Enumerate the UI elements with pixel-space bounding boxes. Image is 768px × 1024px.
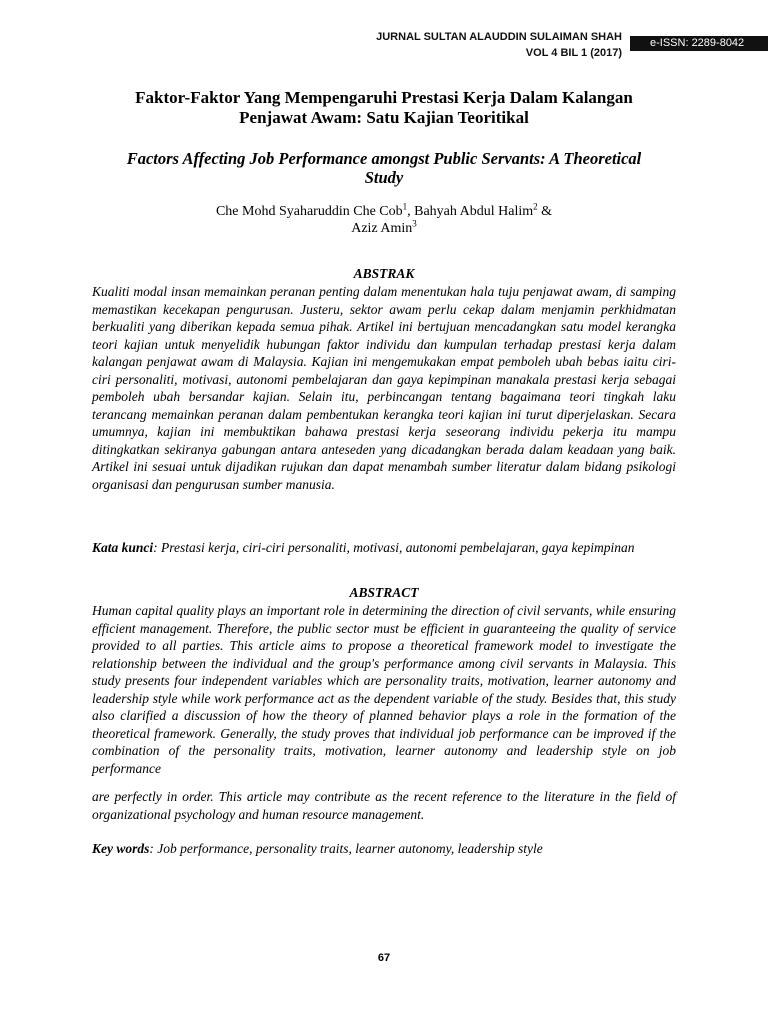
title-malay: [92, 88, 676, 128]
author-ampersand: &: [537, 204, 553, 219]
journal-header: [376, 29, 622, 61]
abstract-body-continued: are perfectly in order. This article may contribute as the recent reference to the literature in the field of organizational psychology and human resource management.: [92, 789, 676, 822]
abstrak-keywords: [92, 539, 676, 557]
abstrak-keywords-text: : Prestasi kerja, ciri-ciri personaliti, motivasi, autonomi pembelajaran, gaya kepimpinan: [153, 540, 635, 555]
title-malay-line2: Penjawat Awam: Satu Kajian Teoritikal: [239, 108, 529, 127]
author-1: Che Mohd Syaharuddin Che Cob: [215, 204, 403, 219]
author-separator: ,: [407, 204, 415, 219]
author-2-affiliation: 2: [533, 201, 538, 212]
abstract-body: Human capital quality plays an important role in determining the direction of civil servants, while ensuring efficient management. Therefore, the public sector must be efficient in guaranteeing the quality of service provided to all parties. This article aims to propose a theoretical framework model to investigate the relationship between the individual and the group's performance among civil servants in Malaysia. This study presents four independent variables which are personality traits, motivation, learner autonomy and leadership style while work performance act as the dependent variable of the study. Besides that, this study also clarified a discussion of how the theory of planned behavior plays a role in the formation of the theoretical framework. Generally, the study proves that individual job performance can be improved if the combination of the personality traits, motivation, learner autonomy and leadership style on job performance: [92, 603, 676, 776]
abstract-keywords: [92, 840, 676, 858]
author-3-affiliation: 3: [412, 218, 417, 229]
author-2: Bahyah Abdul Halim: [414, 204, 534, 219]
author-3: Aziz Amin: [351, 221, 413, 236]
abstract-heading: ABSTRACT: [349, 585, 419, 600]
abstrak-heading: ABSTRAK: [353, 266, 415, 281]
issn-badge: e-ISSN: 2289-8042: [630, 36, 768, 51]
title-english-line2: Study: [364, 168, 404, 187]
title-english: [92, 149, 676, 187]
abstrak-body: Kualiti modal insan memainkan peranan penting dalam menentukan hala tuju penjawat awam, di samping memastikan kecekapan pengurusan. Justeru, sektor awam perlu cekap dalam menjamin perkhidmatan berkualiti yang diberikan kepada semua pihak. Artikel ini bertujuan mencadangkan satu model kerangka teori kajian untuk menyelidik hubungan faktor individu dan kumpulan terhadap prestasi kerja dalam kalangan penjawat awam di Malaysia. Kajian ini mengemukakan empat pemboleh ubah bebas iaitu ciri-ciri personaliti, motivasi, autonomi pembelajaran dan gaya kepimpinan manakala prestasi kerja sebagai pemboleh ubah bersandar kajian. Selain itu, perbincangan tentang bagaimana teori tingkah laku terancang memainkan peranan dalam pembentukan kerangka teori kajian ini turut diperjelaskan. Secara umumnya, kajian ini membuktikan bahawa prestasi kerja seseorang individu pekerja itu mampu ditingkatkan sekiranya gabungan antara anteseden yang dicadangkan berada dalam keadaan yang baik. Artikel ini sesuai untuk dijadikan rujukan dan dapat menambah sumber literatur dalam bidang psikologi organisasi dan pengurusan sumber manusia.: [92, 284, 676, 492]
journal-volume: VOL 4 BIL 1 (2017): [525, 47, 622, 59]
abstract-keywords-text: : Job performance, personality traits, learner autonomy, leadership style: [149, 841, 543, 856]
title-malay-line1: Faktor-Faktor Yang Mempengaruhi Prestasi Kerja Dalam Kalangan: [135, 88, 633, 107]
title-english-line1: Factors Affecting Job Performance amongst Public Servants: A Theoretical: [126, 149, 642, 168]
author-list: [92, 203, 676, 237]
author-1-affiliation: 1: [402, 201, 408, 212]
abstrak-keywords-label: Kata kunci: [92, 540, 154, 555]
journal-name: JURNAL SULTAN ALAUDDIN SULAIMAN SHAH: [376, 31, 622, 43]
page-number: 67: [377, 952, 391, 964]
abstract-keywords-label: Key words: [92, 841, 150, 856]
